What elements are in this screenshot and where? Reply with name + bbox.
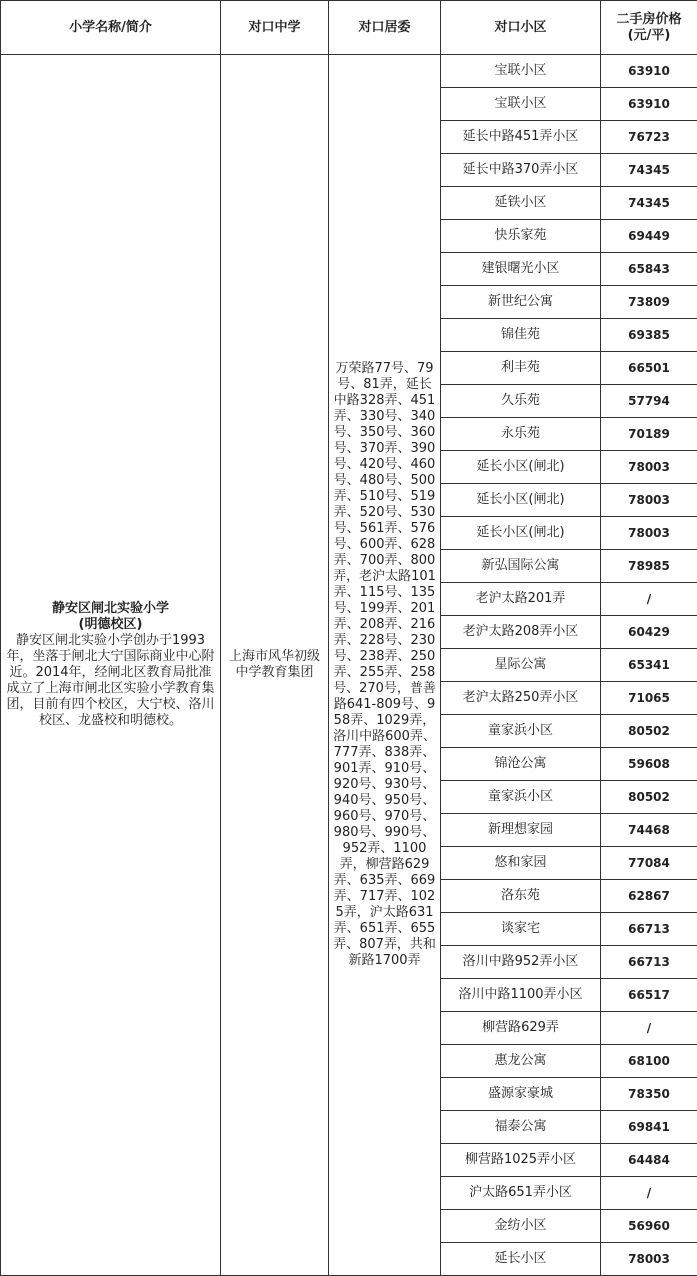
header-middle-school: 对口中学 xyxy=(221,1,329,55)
community-cell: 延长小区 xyxy=(441,1243,601,1276)
header-row xyxy=(1,1,697,55)
price-cell: 78003 xyxy=(601,517,697,550)
price-cell: 56960 xyxy=(601,1210,697,1243)
price-cell: 78350 xyxy=(601,1078,697,1111)
price-cell: 78985 xyxy=(601,550,697,583)
price-cell: 77084 xyxy=(601,847,697,880)
price-cell: 80502 xyxy=(601,781,697,814)
community-cell: 星际公寓 xyxy=(441,649,601,682)
community-cell: 沪太路651弄小区 xyxy=(441,1177,601,1210)
header-price-line1: 二手房价格 xyxy=(616,12,681,27)
header-price-line2: (元/平) xyxy=(628,28,671,43)
community-cell: 老沪太路250弄小区 xyxy=(441,682,601,715)
price-cell: 62867 xyxy=(601,880,697,913)
community-cell: 利丰苑 xyxy=(441,352,601,385)
community-cell: 老沪太路208弄小区 xyxy=(441,616,601,649)
price-cell: 66713 xyxy=(601,913,697,946)
school-intro: 静安区闸北实验小学创办于1993年，坐落于闸北大宁国际商业中心附近。2014年，经闸北区教育局批准成立了上海市闸北区实验小学教育集团，目前有四个校区，大宁校、洛川校区、龙盛校和明德校。 xyxy=(5,633,216,729)
price-cell: 66501 xyxy=(601,352,697,385)
price-cell: 69385 xyxy=(601,319,697,352)
header-price xyxy=(601,1,697,55)
price-cell: 74468 xyxy=(601,814,697,847)
price-cell: / xyxy=(601,1012,697,1045)
school-campus: (明德校区) xyxy=(5,617,216,633)
header-committee: 对口居委 xyxy=(329,1,441,55)
school-name: 静安区闸北实验小学 xyxy=(5,601,216,617)
price-cell: 66517 xyxy=(601,979,697,1012)
price-cell: 69449 xyxy=(601,220,697,253)
community-cell: 永乐苑 xyxy=(441,418,601,451)
price-cell: 70189 xyxy=(601,418,697,451)
community-cell: 童家浜小区 xyxy=(441,781,601,814)
community-cell: 延长小区(闸北) xyxy=(441,484,601,517)
community-cell: 谈家宅 xyxy=(441,913,601,946)
table-row xyxy=(1,55,697,88)
community-cell: 锦沧公寓 xyxy=(441,748,601,781)
price-cell: 64484 xyxy=(601,1144,697,1177)
price-cell: / xyxy=(601,583,697,616)
price-cell: 65843 xyxy=(601,253,697,286)
header-school: 小学名称/简介 xyxy=(1,1,221,55)
price-cell: 63910 xyxy=(601,55,697,88)
price-cell: 73809 xyxy=(601,286,697,319)
community-cell: 宝联小区 xyxy=(441,55,601,88)
middle-school-cell: 上海市风华初级中学教育集团 xyxy=(221,55,329,1276)
community-cell: 福泰公寓 xyxy=(441,1111,601,1144)
price-cell: 74345 xyxy=(601,154,697,187)
community-cell: 新弘国际公寓 xyxy=(441,550,601,583)
header-community: 对口小区 xyxy=(441,1,601,55)
price-cell: 78003 xyxy=(601,1243,697,1276)
community-cell: 柳营路1025弄小区 xyxy=(441,1144,601,1177)
community-cell: 锦佳苑 xyxy=(441,319,601,352)
price-cell: / xyxy=(601,1177,697,1210)
community-cell: 新世纪公寓 xyxy=(441,286,601,319)
community-cell: 延长中路451弄小区 xyxy=(441,121,601,154)
table-body xyxy=(1,55,697,1276)
community-cell: 洛川中路1100弄小区 xyxy=(441,979,601,1012)
community-cell: 洛东苑 xyxy=(441,880,601,913)
price-cell: 76723 xyxy=(601,121,697,154)
community-cell: 延铁小区 xyxy=(441,187,601,220)
price-cell: 57794 xyxy=(601,385,697,418)
community-cell: 金纺小区 xyxy=(441,1210,601,1243)
community-cell: 童家浜小区 xyxy=(441,715,601,748)
community-cell: 快乐家苑 xyxy=(441,220,601,253)
price-cell: 63910 xyxy=(601,88,697,121)
price-cell: 78003 xyxy=(601,451,697,484)
community-cell: 延长小区(闸北) xyxy=(441,517,601,550)
committee-cell: 万荣路77号、79号、81弄，延长中路328弄、451弄、330号、340号、350号、360号、370弄、390号、420号、460号、480号、500弄、510号、519弄、520号、530号、561弄、576号、600弄、628弄、700弄、800弄，老沪太路101弄、115号、135号、199弄、201弄、208弄、216弄、228号、230号、238弄、250弄、255弄、258号、270号，普善路641-809号、958弄、1029弄，洛川中路600弄、777弄、838弄、901弄、910号、920号、930号、940号、950号、960号、970号、980号、990号、952弄、1100弄，柳营路629弄、635弄、669弄、717弄、1025弄，沪太路631弄、651弄、655弄、807弄，共和新路1700弄 xyxy=(329,55,441,1276)
price-cell: 80502 xyxy=(601,715,697,748)
community-cell: 柳营路629弄 xyxy=(441,1012,601,1045)
price-cell: 68100 xyxy=(601,1045,697,1078)
community-cell: 悠和家园 xyxy=(441,847,601,880)
school-info-cell xyxy=(1,55,221,1276)
community-cell: 老沪太路201弄 xyxy=(441,583,601,616)
community-cell: 盛源家豪城 xyxy=(441,1078,601,1111)
price-cell: 71065 xyxy=(601,682,697,715)
community-cell: 延长小区(闸北) xyxy=(441,451,601,484)
price-cell: 69841 xyxy=(601,1111,697,1144)
community-cell: 惠龙公寓 xyxy=(441,1045,601,1078)
price-cell: 74345 xyxy=(601,187,697,220)
price-cell: 78003 xyxy=(601,484,697,517)
price-cell: 65341 xyxy=(601,649,697,682)
price-cell: 60429 xyxy=(601,616,697,649)
community-cell: 建银曙光小区 xyxy=(441,253,601,286)
community-cell: 宝联小区 xyxy=(441,88,601,121)
community-cell: 久乐苑 xyxy=(441,385,601,418)
price-cell: 59608 xyxy=(601,748,697,781)
price-cell: 66713 xyxy=(601,946,697,979)
community-cell: 洛川中路952弄小区 xyxy=(441,946,601,979)
community-cell: 新理想家园 xyxy=(441,814,601,847)
community-cell: 延长中路370弄小区 xyxy=(441,154,601,187)
